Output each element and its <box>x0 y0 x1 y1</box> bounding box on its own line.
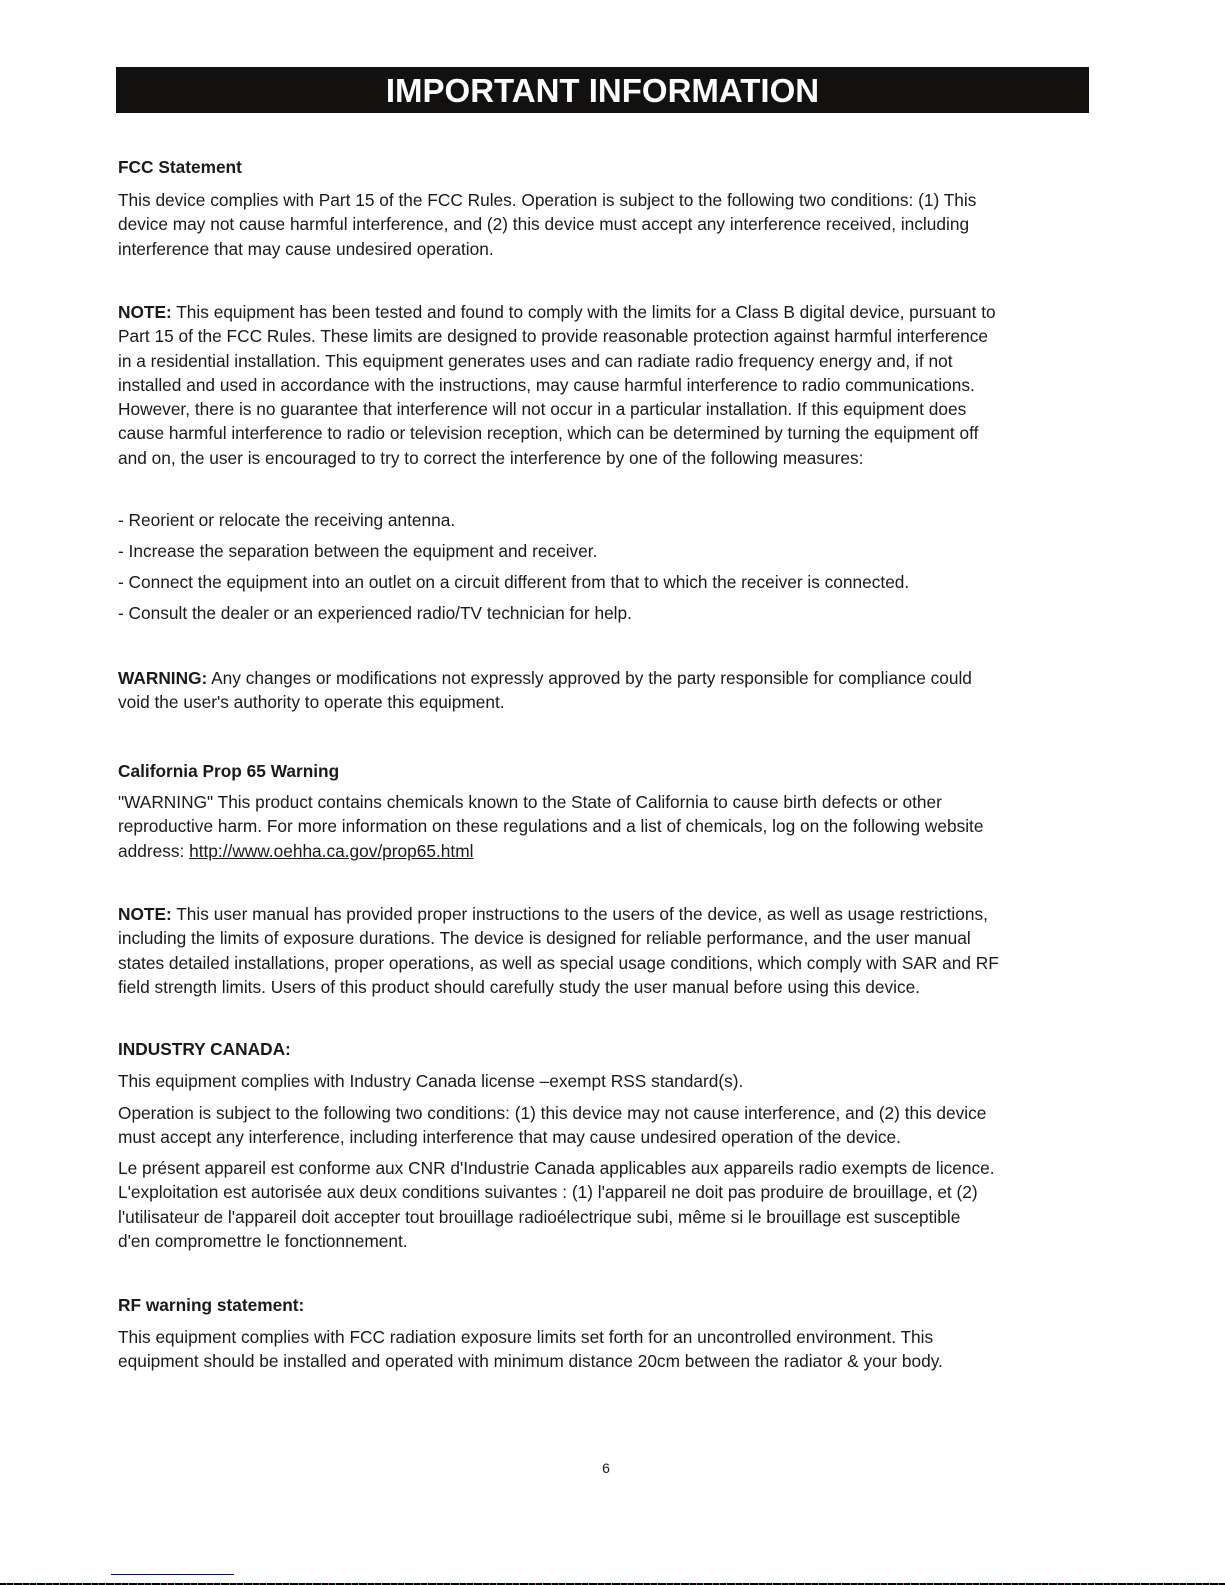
text-line: - Reorient or relocate the receiving antenna. <box>118 510 456 530</box>
text-line: states detailed installations, proper operations, as well as special usage conditions, which comply with SAR and RF <box>118 952 999 973</box>
text-line: Le présent appareil est conforme aux CNR d'Industrie Canada applicables aux appareils radio exempts de licence. <box>118 1158 995 1178</box>
industry-canada-heading: INDUSTRY CANADA: <box>118 1039 291 1059</box>
text-line: NOTE: This user manual has provided proper instructions to the users of the device, as well as usage restrictions, <box>118 904 988 924</box>
text-line: - Consult the dealer or an experienced radio/TV technician for help. <box>118 603 632 623</box>
fcc-paragraph <box>118 188 976 261</box>
text-line: d'en compromettre le fonctionnement. <box>118 1230 408 1251</box>
warning-paragraph <box>118 666 972 715</box>
text-line: reproductive harm. For more information on these regulations and a list of chemicals, log on the following website <box>118 816 984 837</box>
rf-paragraph <box>118 1325 943 1374</box>
text-line: This device complies with Part 15 of the FCC Rules. Operation is subject to the following two conditions: (1) This <box>118 190 977 210</box>
page-number: 6 <box>602 1460 610 1476</box>
prop65-heading: California Prop 65 Warning <box>118 761 340 781</box>
prop65-link[interactable]: http://www.oehha.ca.gov/prop65.html <box>189 840 474 861</box>
note-paragraph <box>118 300 996 470</box>
text-line: in a residential installation. This equipment generates uses and can radiate radio frequency energy and, if not <box>118 350 953 371</box>
ic-paragraph-1 <box>118 1069 743 1093</box>
ic-paragraph-french <box>118 1156 995 1253</box>
text-line: "WARNING" This product contains chemicals known to the State of California to cause birth defects or other <box>118 792 942 812</box>
text-line: field strength limits. Users of this product should carefully study the user manual before using this device. <box>118 976 921 997</box>
text-line: l'utilisateur de l'appareil doit accepter tout brouillage radioélectrique subi, même si le brouillage est susceptible <box>118 1206 961 1227</box>
measures-list <box>118 505 909 629</box>
bold-lead: NOTE: <box>118 904 172 924</box>
text-line: NOTE: This equipment has been tested and found to comply with the limits for a Class B digital device, pursuant to <box>118 302 996 322</box>
text-line: must accept any interference, including interference that may cause undesired operation of the device. <box>118 1127 901 1148</box>
text-line: cause harmful interference to radio or television reception, which can be determined by turning the equipment off <box>118 423 979 444</box>
bold-lead: NOTE: <box>118 302 172 322</box>
text-line: Operation is subject to the following two conditions: (1) this device may not cause interference, and (2) this device <box>118 1103 987 1123</box>
text-line: L'exploitation est autorisée aux deux conditions suivantes : (1) l'appareil ne doit pas produire de brouillage, et (2) <box>118 1182 978 1203</box>
prop65-paragraph <box>118 790 983 863</box>
text-line: WARNING: Any changes or modifications not expressly approved by the party responsible for compliance could <box>118 668 972 688</box>
text-line: device may not cause harmful interference, and (2) this device must accept any interference received, including <box>118 214 970 235</box>
scan-artifact-line <box>111 1574 234 1575</box>
ic-paragraph-2 <box>118 1101 986 1150</box>
fcc-heading: FCC Statement <box>118 157 242 177</box>
text-line: - Increase the separation between the equipment and receiver. <box>118 541 598 561</box>
bold-lead: WARNING: <box>118 668 208 688</box>
text-line: installed and used in accordance with the instructions, may cause harmful interference to radio communications. <box>118 374 975 395</box>
page-banner-title: IMPORTANT INFORMATION <box>116 67 1089 113</box>
text-line: including the limits of exposure durations. The device is designed for reliable performance, and the user manual <box>118 928 971 949</box>
text-line: and on, the user is encouraged to try to correct the interference by one of the following measures: <box>118 447 864 468</box>
text-line: equipment should be installed and operated with minimum distance 20cm between the radiator & your body. <box>118 1351 943 1372</box>
rf-heading: RF warning statement: <box>118 1295 305 1315</box>
text-line: - Connect the equipment into an outlet on a circuit different from that to which the receiver is connected. <box>118 572 910 592</box>
note-sar-paragraph <box>118 902 999 999</box>
prop65-lines <box>118 790 983 839</box>
text-line: Part 15 of the FCC Rules. These limits are designed to provide reasonable protection against harmful interference <box>118 326 988 347</box>
text-line: However, there is no guarantee that interference will not occur in a particular installation. If this equipment does <box>118 399 967 420</box>
text-line: void the user's authority to operate this equipment. <box>118 692 505 713</box>
address-label: address: <box>118 840 190 861</box>
text-line: This equipment complies with Industry Canada license –exempt RSS standard(s). <box>118 1071 744 1091</box>
text-line: This equipment complies with FCC radiation exposure limits set forth for an uncontrolled environment. This <box>118 1327 934 1347</box>
text-line: interference that may cause undesired operation. <box>118 238 494 259</box>
